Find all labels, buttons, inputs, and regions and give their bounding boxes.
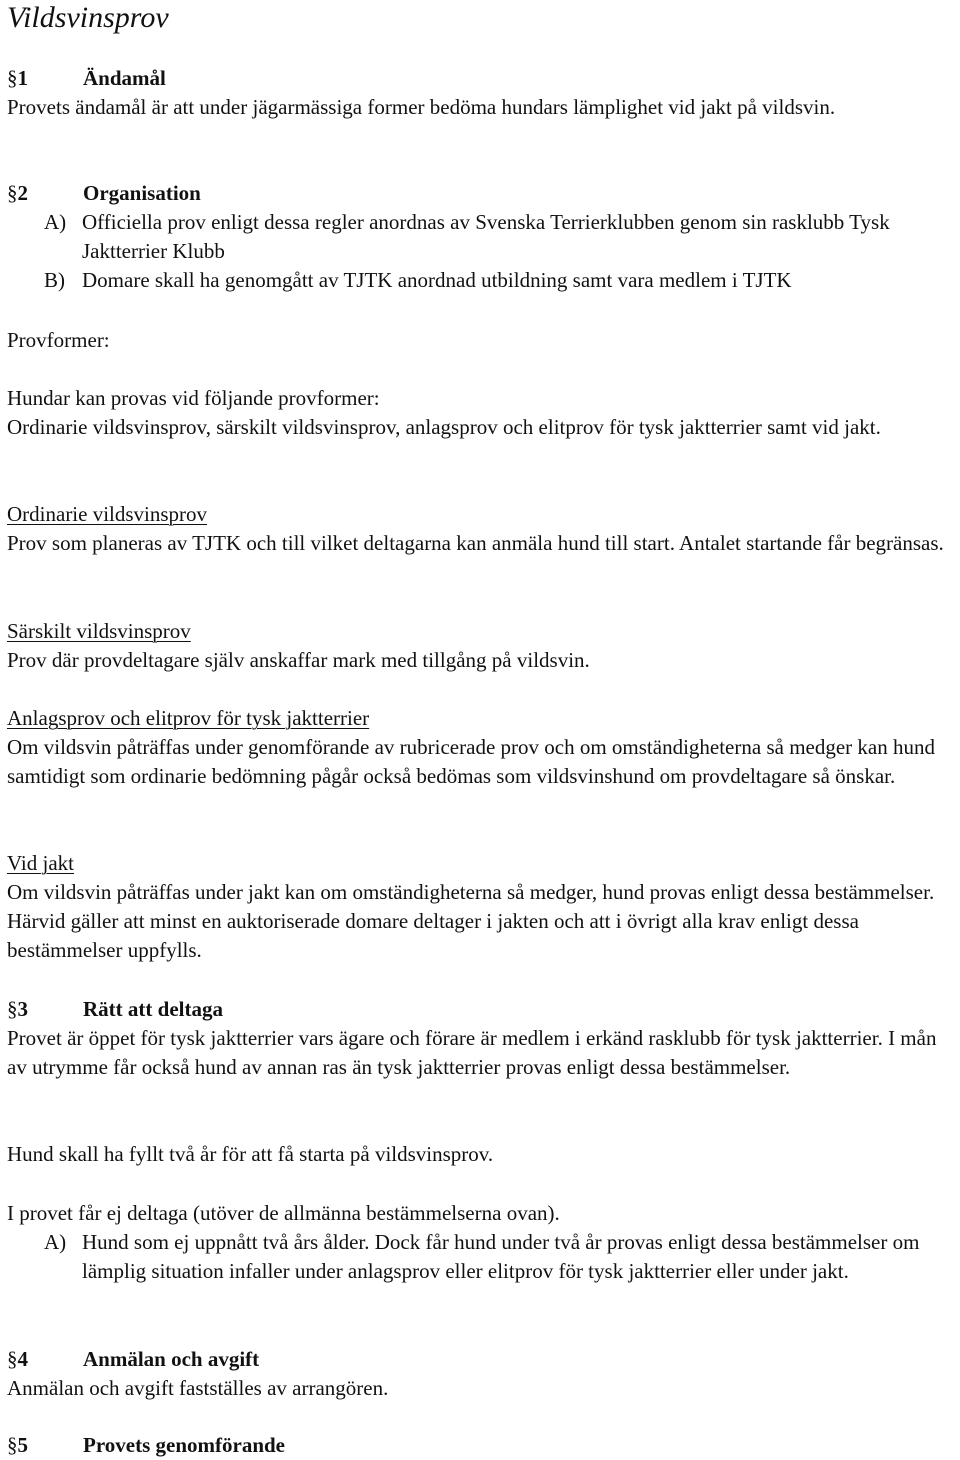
- provform-heading-anlagsprov: [7, 704, 959, 733]
- section-5-heading: [7, 1431, 285, 1460]
- item-text: Officiella prov enligt dessa regler anordnas av Svenska Terrierklubben genom sin rasklubb Tysk Jaktterrier Klubb: [82, 210, 890, 263]
- provform-heading-text: Vid jakt: [7, 851, 74, 875]
- section-number: 4: [17, 1347, 28, 1371]
- provform-heading-vid-jakt: [7, 849, 959, 878]
- section-symbol: §: [7, 1347, 18, 1371]
- section-title: Rätt att deltaga: [83, 997, 223, 1021]
- section-1-heading: [7, 64, 166, 93]
- section-symbol: §: [7, 181, 18, 205]
- section-3-paragraph-1: Provet är öppet för tysk jaktterrier vars ägare och förare är medlem i erkänd rasklubb för tysk jaktterrier. I mån av utrymme får också hund av annan ras än tysk jaktterrier provas enligt dessa bestämmelser.: [7, 1026, 937, 1079]
- section-title: Provets genomförande: [83, 1433, 285, 1457]
- section-symbol: §: [7, 997, 18, 1021]
- item-letter: A): [44, 1230, 67, 1254]
- provform-heading-ordinarie: [7, 500, 959, 529]
- item-letter: A): [44, 210, 67, 234]
- section-number: 5: [17, 1433, 28, 1457]
- section-4-body: Anmälan och avgift fastställes av arrangören.: [7, 1376, 389, 1400]
- section-4-heading: [7, 1345, 259, 1374]
- section-1-body: Provets ändamål är att under jägarmässiga former bedöma hundars lämplighet vid jakt på vildsvin.: [7, 95, 836, 119]
- section-title: Organisation: [83, 181, 201, 205]
- provform-text-ordinarie: Prov som planeras av TJTK och till vilket deltagarna kan anmäla hund till start. Antalet startande får begränsas.: [7, 531, 944, 555]
- provform-text-anlagsprov: Om vildsvin påträffas under genomförande av rubricerade prov och om omständigheterna så medger kan hund samtidigt som ordinarie bedömning pågår också bedömas som vildsvinshund om provdeltagare så önskar.: [7, 735, 935, 788]
- item-text: Domare skall ha genomgått av TJTK anordnad utbildning samt vara medlem i TJTK: [82, 268, 792, 292]
- section-3-heading: [7, 995, 223, 1024]
- item-letter: B): [44, 268, 65, 292]
- section-symbol: §: [7, 1433, 18, 1457]
- document-title: Vildsvinsprov: [7, 1, 169, 34]
- provformer-intro-1: Hundar kan provas vid följande provformer:: [7, 386, 380, 410]
- provform-heading-text: Särskilt vildsvinsprov: [7, 619, 191, 643]
- organisation-item-b: [44, 266, 959, 295]
- section-2-heading: [7, 179, 201, 208]
- section-symbol: §: [7, 66, 18, 90]
- exclusion-item-a: [44, 1228, 959, 1286]
- provform-heading-sarskilt: [7, 617, 959, 646]
- organisation-item-a: [44, 208, 959, 266]
- section-number: 1: [17, 66, 28, 90]
- provform-text-vid-jakt: Om vildsvin påträffas under jakt kan om omständigheterna så medger, hund provas enligt dessa bestämmelser. Härvid gäller att minst en auktoriserade domare deltager i jakten och att i övrigt alla krav enligt dessa bestämmelser uppfylls.: [7, 880, 935, 962]
- provformer-intro-2: Ordinarie vildsvinsprov, särskilt vildsvinsprov, anlagsprov och elitprov för tysk jaktterrier samt vid jakt.: [7, 415, 881, 439]
- provform-text-sarskilt: Prov där provdeltagare själv anskaffar mark med tillgång på vildsvin.: [7, 648, 590, 672]
- provformer-label: Provformer:: [7, 328, 110, 352]
- provform-heading-text: Anlagsprov och elitprov för tysk jaktterrier: [7, 706, 370, 730]
- section-3-paragraph-3: I provet får ej deltaga (utöver de allmänna bestämmelserna ovan).: [7, 1201, 560, 1225]
- section-3-paragraph-2: Hund skall ha fyllt två år för att få starta på vildsvinsprov.: [7, 1142, 494, 1166]
- section-title: Ändamål: [83, 66, 166, 90]
- provform-heading-text: Ordinarie vildsvinsprov: [7, 502, 208, 526]
- section-title: Anmälan och avgift: [83, 1347, 260, 1371]
- item-text: Hund som ej uppnått två års ålder. Dock får hund under två år provas enligt dessa bestämmelser om lämplig situation infaller under anlagsprov eller elitprov för tysk jaktterrier eller under jakt.: [82, 1230, 920, 1283]
- section-number: 2: [17, 181, 28, 205]
- section-number: 3: [17, 997, 28, 1021]
